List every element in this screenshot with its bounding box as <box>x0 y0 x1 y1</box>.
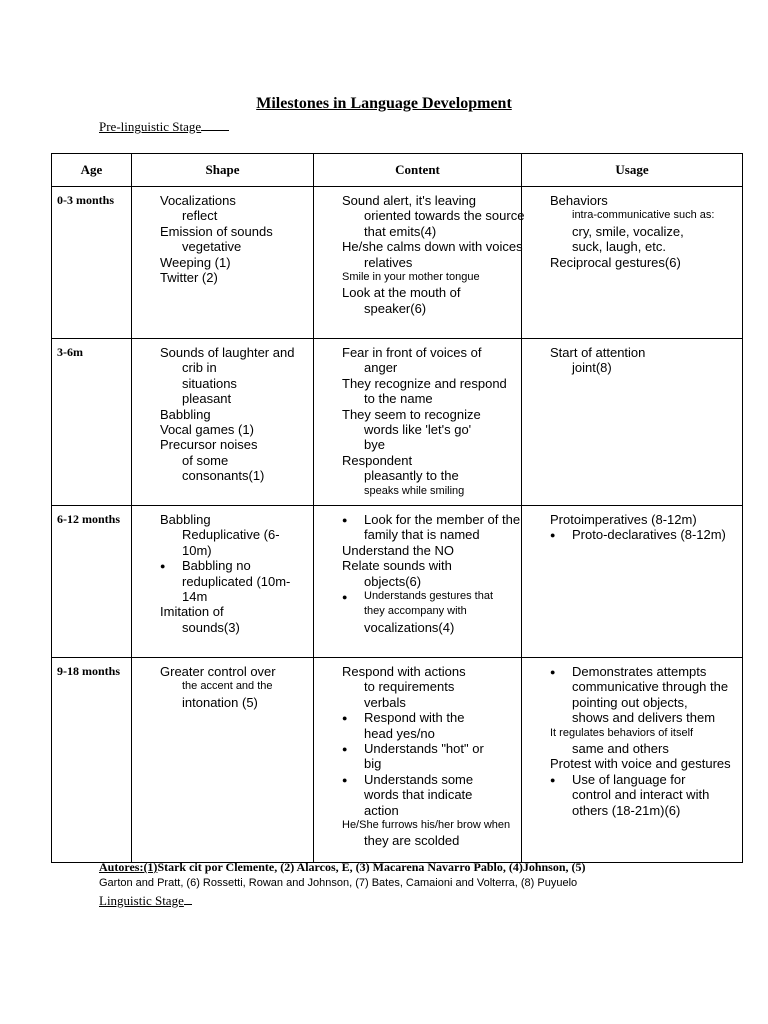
usage-line: Reciprocal gestures(6) <box>550 254 681 270</box>
pre-linguistic-stage-label <box>99 118 229 135</box>
shape-line: Precursor noises <box>160 437 258 453</box>
content-line: pleasantly to the <box>364 468 459 484</box>
shape-cell <box>132 339 314 506</box>
usage-line: cry, smile, vocalize, <box>572 223 684 239</box>
content-line: vocalizations(4) <box>364 619 455 635</box>
linguistic-stage-label <box>99 892 699 909</box>
shape-line: 10m) <box>182 542 212 558</box>
content-line: He/she calms down with voices <box>342 239 523 255</box>
usage-line: Behaviors <box>550 193 608 208</box>
shape-line: Emission of sounds <box>160 223 273 239</box>
age-cell: 0-3 months <box>52 187 132 339</box>
milestones-table <box>51 153 743 863</box>
footer <box>99 860 699 909</box>
usage-line: suck, laugh, etc. <box>572 239 666 255</box>
underline-tail <box>184 892 192 905</box>
usage-cell <box>522 187 743 339</box>
content-line: they accompany with <box>364 605 467 618</box>
content-line: oriented towards the source <box>364 208 525 224</box>
usage-line: ● Demonstrates attempts <box>550 664 738 679</box>
usage-line: control and interact with <box>572 787 710 803</box>
content-line: to requirements <box>364 679 455 695</box>
shape-cell <box>132 187 314 339</box>
usage-cell <box>522 506 743 658</box>
table-row <box>52 187 743 339</box>
shape-cell <box>132 658 314 863</box>
usage-line: intra-communicative such as: <box>572 209 715 222</box>
content-line: They recognize and respond <box>342 375 507 391</box>
header-shape: Shape <box>132 154 314 187</box>
header-content: Content <box>314 154 522 187</box>
content-cell <box>314 506 522 658</box>
usage-line: shows and delivers them <box>572 710 716 726</box>
shape-line: pleasant <box>182 391 232 407</box>
content-line: Respondent <box>342 452 413 468</box>
stage-label-text: Pre-linguistic Stage <box>99 119 202 134</box>
content-line: Understand the NO <box>342 542 455 558</box>
content-line: ● Understands gestures that <box>342 589 517 604</box>
shape-line: sounds(3) <box>182 619 240 635</box>
shape-line: Imitation of <box>160 604 224 620</box>
content-line: action <box>364 802 399 818</box>
content-line: ● Understands "hot" or <box>342 741 517 756</box>
content-line: they are scolded <box>364 833 460 849</box>
usage-line: ● Use of language for <box>550 772 738 787</box>
content-line: bye <box>364 437 385 453</box>
linguistic-stage-text: Linguistic Stage <box>99 893 184 908</box>
content-line: ● Respond with the <box>342 710 517 725</box>
content-line: words that indicate <box>364 787 473 803</box>
usage-line: It regulates behaviors of itself <box>550 726 694 739</box>
authors-lead: Autores:(1) <box>99 860 158 874</box>
table-row <box>52 506 743 658</box>
shape-line: Babbling <box>160 512 211 527</box>
shape-line: Reduplicative (6- <box>182 527 280 543</box>
content-line: ● Understands some <box>342 772 517 787</box>
shape-line: 14m <box>182 589 208 605</box>
content-line: relatives <box>364 254 413 270</box>
content-line: Relate sounds with <box>342 558 452 574</box>
content-line: Look at the mouth of <box>342 285 461 301</box>
content-line: words like 'let's go' <box>364 422 472 438</box>
usage-cell <box>522 658 743 863</box>
content-line: speaker(6) <box>364 300 427 316</box>
content-line: big <box>364 756 382 772</box>
content-line: verbals <box>364 694 406 710</box>
usage-line: same and others <box>572 741 669 757</box>
shape-line: situations <box>182 375 237 391</box>
header-usage: Usage <box>522 154 743 187</box>
content-cell <box>314 187 525 339</box>
shape-line: reflect <box>182 208 218 224</box>
usage-line: Start of attention <box>550 345 646 360</box>
shape-line: vegetative <box>182 239 242 255</box>
content-cell <box>314 339 522 506</box>
shape-line: Vocal games (1) <box>160 422 254 438</box>
content-line: speaks while smiling <box>364 484 465 497</box>
shape-line: of some <box>182 452 229 468</box>
content-line: objects(6) <box>364 573 422 589</box>
content-line: They seem to recognize <box>342 406 481 422</box>
content-line: to the name <box>364 391 433 407</box>
usage-line: pointing out objects, <box>572 694 688 710</box>
shape-line: Vocalizations <box>160 193 236 208</box>
shape-line: Weeping (1) <box>160 254 231 270</box>
content-line: anger <box>364 360 398 376</box>
content-cell <box>314 658 522 863</box>
shape-line: the accent and the <box>182 680 273 693</box>
shape-cell <box>132 506 314 658</box>
usage-line: communicative through the <box>572 679 729 695</box>
table-row <box>52 658 743 863</box>
age-cell: 3-6m <box>52 339 132 506</box>
table-header-row <box>52 154 743 187</box>
usage-line: Protest with voice and gestures <box>550 756 731 772</box>
usage-line: others (18-21m)(6) <box>572 802 681 818</box>
shape-line: consonants(1) <box>182 468 265 484</box>
content-line: head yes/no <box>364 725 435 741</box>
header-age: Age <box>52 154 132 187</box>
usage-cell <box>522 339 743 506</box>
shape-line: reduplicated (10m- <box>182 573 291 589</box>
shape-line: ● Babbling no <box>160 558 309 573</box>
age-cell: 6-12 months <box>52 506 132 658</box>
usage-line: ● Proto-declaratives (8-12m) <box>550 527 738 542</box>
content-line: ● Look for the member of the <box>342 512 517 527</box>
usage-line: Protoimperatives (8-12m) <box>550 512 697 527</box>
shape-line: crib in <box>182 360 217 376</box>
content-line: Fear in front of voices of <box>342 345 482 360</box>
shape-line: Sounds of laughter and <box>160 345 295 360</box>
shape-line: Greater control over <box>160 664 276 679</box>
table-row <box>52 339 743 506</box>
underline-tail <box>201 118 229 131</box>
shape-line: intonation (5) <box>182 694 258 710</box>
content-line: that emits(4) <box>364 223 437 239</box>
authors-line <box>99 860 699 875</box>
content-line: He/She furrows his/her brow when <box>342 819 511 832</box>
shape-line: Babbling <box>160 406 211 422</box>
shape-line: Twitter (2) <box>160 270 218 286</box>
authors-line-continued: Garton and Pratt, (6) Rossetti, Rowan and Johnson, (7) Bates, Camaioni and Volterra, (8) Puyuelo <box>99 877 578 889</box>
age-cell: 9-18 months <box>52 658 132 863</box>
usage-line: joint(8) <box>572 360 612 376</box>
content-line: Respond with actions <box>342 664 466 679</box>
content-line: Smile in your mother tongue <box>342 271 480 284</box>
authors-list: Stark cit por Clemente, (2) Alarcos, E, (3) Macarena Navarro Pablo, (4)Johnson, (5) <box>157 860 586 874</box>
content-line: family that is named <box>364 527 480 543</box>
content-line: Sound alert, it's leaving <box>342 193 477 208</box>
document-title: Milestones in Language Development <box>256 95 512 112</box>
